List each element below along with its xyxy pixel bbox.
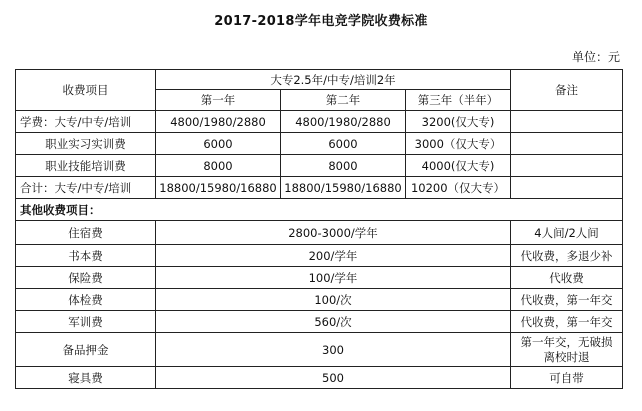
section-other-fees: 其他收费项目： bbox=[16, 199, 623, 221]
other-remark: 4人间/2人间 bbox=[511, 221, 623, 245]
other-remark: 代收费 bbox=[511, 267, 623, 289]
other-amount: 100/次 bbox=[156, 289, 511, 311]
row-year-1: 8000 bbox=[156, 155, 281, 177]
header-program-group: 大专2.5年/中专/培训2年 bbox=[156, 70, 511, 90]
table-row bbox=[16, 221, 623, 245]
other-name: 寝具费 bbox=[16, 367, 156, 389]
row-year-3: 3000（仅大专） bbox=[406, 133, 511, 155]
header-item-col: 收费项目 bbox=[16, 70, 156, 111]
section-row bbox=[16, 199, 623, 221]
row-remark bbox=[511, 177, 623, 199]
table-row-total bbox=[16, 177, 623, 199]
other-remark: 可自带 bbox=[511, 367, 623, 389]
other-remark: 第一年交，无破损离校时退 bbox=[511, 333, 623, 367]
other-remark: 代收费，第一年交 bbox=[511, 289, 623, 311]
row-year-3: 10200（仅大专） bbox=[406, 177, 511, 199]
table-row bbox=[16, 155, 623, 177]
other-amount: 560/次 bbox=[156, 311, 511, 333]
table-row bbox=[16, 333, 623, 367]
other-name: 书本费 bbox=[16, 245, 156, 267]
other-name: 备品押金 bbox=[16, 333, 156, 367]
other-name: 体检费 bbox=[16, 289, 156, 311]
table-row bbox=[16, 245, 623, 267]
other-name: 保险费 bbox=[16, 267, 156, 289]
fee-table bbox=[15, 69, 623, 389]
row-name: 学费：大专/中专/培训 bbox=[16, 111, 156, 133]
other-amount: 500 bbox=[156, 367, 511, 389]
header-year-1: 第一年 bbox=[156, 90, 281, 111]
row-year-1: 6000 bbox=[156, 133, 281, 155]
table-row bbox=[16, 133, 623, 155]
header-remarks: 备注 bbox=[511, 70, 623, 111]
page-title: 2017-2018学年电竞学院收费标准 bbox=[214, 14, 428, 29]
row-remark bbox=[511, 111, 623, 133]
table-row bbox=[16, 311, 623, 333]
other-remark: 代收费，多退少补 bbox=[511, 245, 623, 267]
row-year-1: 4800/1980/2880 bbox=[156, 111, 281, 133]
header-row-1 bbox=[16, 70, 623, 90]
row-remark bbox=[511, 155, 623, 177]
row-year-3: 4000(仅大专) bbox=[406, 155, 511, 177]
row-name: 职业实习实训费 bbox=[16, 133, 156, 155]
table-row bbox=[16, 289, 623, 311]
row-year-3: 3200(仅大专) bbox=[406, 111, 511, 133]
other-remark: 代收费，第一年交 bbox=[511, 311, 623, 333]
other-amount: 200/学年 bbox=[156, 245, 511, 267]
header-year-2: 第二年 bbox=[281, 90, 406, 111]
row-year-2: 6000 bbox=[281, 133, 406, 155]
table-row bbox=[16, 267, 623, 289]
other-amount: 2800-3000/学年 bbox=[156, 221, 511, 245]
row-year-2: 8000 bbox=[281, 155, 406, 177]
row-year-1: 18800/15980/16880 bbox=[156, 177, 281, 199]
header-year-3: 第三年（半年） bbox=[406, 90, 511, 111]
other-amount: 300 bbox=[156, 333, 511, 367]
table-row bbox=[16, 367, 623, 389]
row-year-2: 4800/1980/2880 bbox=[281, 111, 406, 133]
row-remark bbox=[511, 133, 623, 155]
row-name: 职业技能培训费 bbox=[16, 155, 156, 177]
row-year-2: 18800/15980/16880 bbox=[281, 177, 406, 199]
other-name: 军训费 bbox=[16, 311, 156, 333]
unit-label: 单位：元 bbox=[571, 50, 620, 64]
other-amount: 100/学年 bbox=[156, 267, 511, 289]
other-name: 住宿费 bbox=[16, 221, 156, 245]
table-row bbox=[16, 111, 623, 133]
row-name: 合计：大专/中专/培训 bbox=[16, 177, 156, 199]
